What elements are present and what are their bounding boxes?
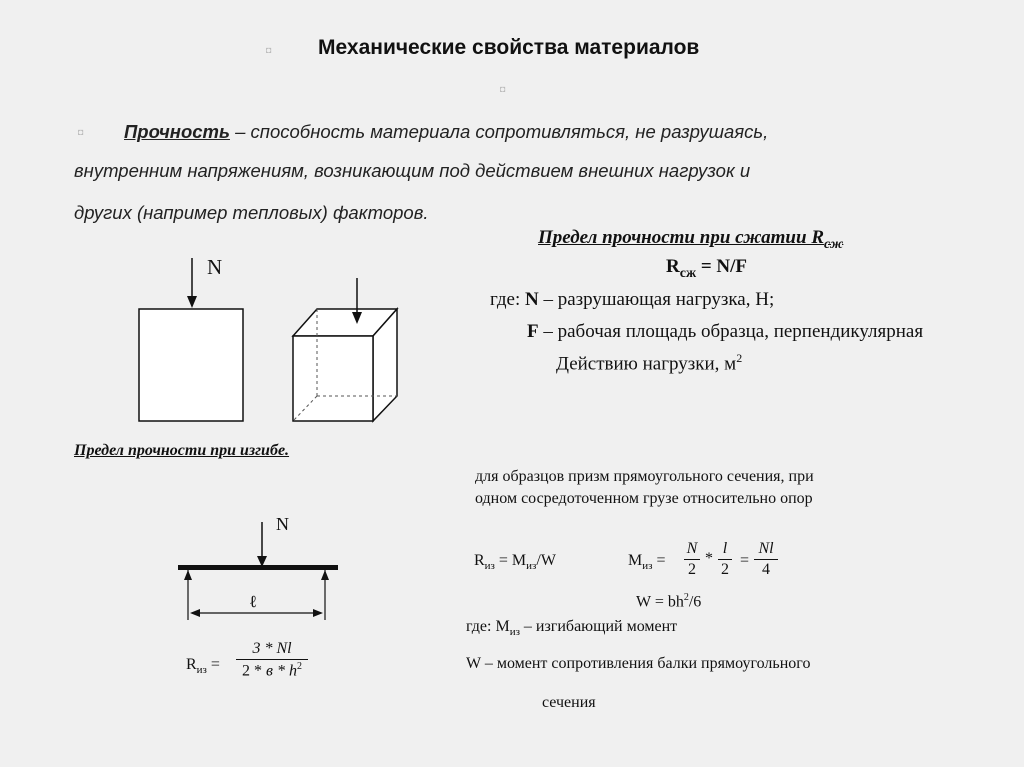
- rb-fraction: 3 * Nl 2 * в * $h^2$: [236, 640, 308, 680]
- m-eq2: =: [740, 552, 750, 569]
- definition-term: Прочность: [124, 121, 230, 142]
- bullet-mark: ◘: [78, 127, 84, 137]
- bending-desc-line-2: одном сосредоточенном грузе относительно опор: [475, 490, 813, 507]
- bullet-mark: ◘: [266, 45, 272, 55]
- compression-heading: Предел прочности при сжатии $R_{сж}$: [538, 227, 844, 252]
- rb-formula-lhs: $R_{из}$ =: [186, 656, 220, 677]
- dimension-arrow-left: [190, 609, 200, 617]
- m-fraction-3: Nl 4: [754, 540, 778, 579]
- m-fraction-2: l 2: [718, 540, 732, 579]
- where-m: где: $M_{из}$ – изгибающий момент: [466, 618, 678, 639]
- where-w-line-1: W – момент сопротивления балки прямоугольного: [466, 655, 811, 672]
- span-label: ℓ: [249, 592, 258, 611]
- definition-text: – способность материала сопротивляться, не разрушаясь,: [229, 121, 769, 142]
- r-formula: $R_{из} = M_{из}/W$: [474, 552, 556, 573]
- support-arrow-right: [321, 570, 329, 580]
- compression-where-f-cont: Действию нагрузки, $м^2$: [556, 351, 743, 375]
- definition-line-3: других (например тепловых) факторов.: [74, 202, 429, 223]
- where-w-line-2: сечения: [542, 694, 596, 711]
- bending-load-label: N: [276, 514, 289, 534]
- beam: [178, 565, 338, 570]
- compression-where-f: F – рабочая площадь образца, перпендикулярная: [527, 321, 924, 342]
- definition-line-2: внутренним напряжениям, возникающим под действием внешних нагрузок и: [74, 160, 751, 181]
- compression-formula: $R_{сж} = N/F$: [666, 256, 748, 281]
- bullet-mark: ◘: [500, 84, 506, 94]
- arrow-head: [187, 296, 197, 308]
- compression-load-label: N: [207, 255, 223, 279]
- dimension-arrow-right: [313, 609, 323, 617]
- specimen-cube: [293, 309, 397, 421]
- bending-heading: Предел прочности при изгибе.: [74, 442, 290, 459]
- compression-where-n: где: N – разрушающая нагрузка, Н;: [490, 289, 775, 310]
- m-fraction-1: N 2: [684, 540, 700, 579]
- specimen-square: [139, 309, 243, 421]
- support-arrow-left: [184, 570, 192, 580]
- w-formula: $W = bh^2/6$: [636, 592, 702, 611]
- m-formula-lhs: $M_{из}$ =: [628, 552, 666, 573]
- m-star: *: [705, 550, 713, 567]
- bending-desc-line-1: для образцов призм прямоугольного сечения, при: [475, 468, 814, 485]
- slide-title: Механические свойства материалов: [318, 36, 700, 59]
